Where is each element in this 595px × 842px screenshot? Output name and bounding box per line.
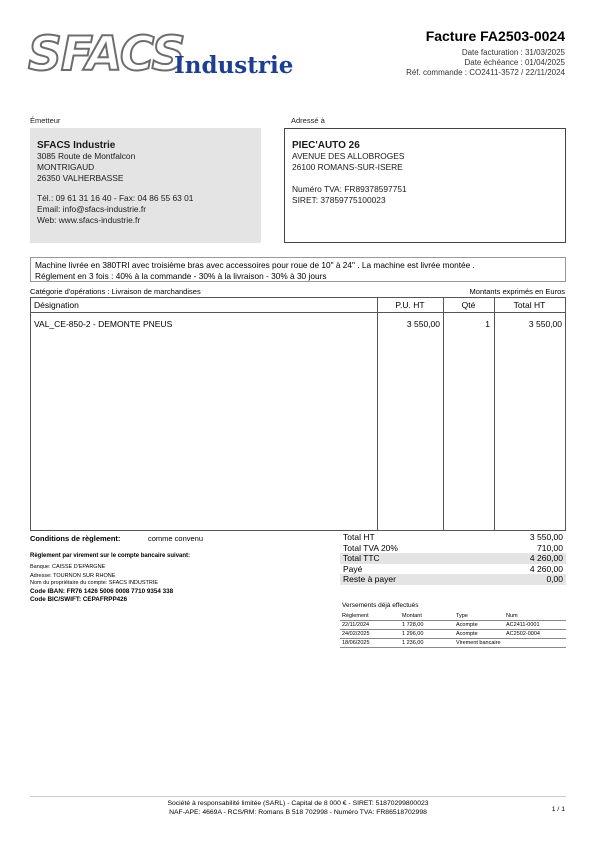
- legal-footer: [30, 796, 566, 817]
- paid-row: [340, 564, 566, 575]
- page-number: 1 / 1: [551, 806, 565, 813]
- emitter-name: SFACS Industrie: [37, 140, 116, 151]
- iban-code: Code IBAN: FR76 1426 5006 0008 7710 9354 338: [30, 588, 174, 595]
- invoice-note: [30, 257, 566, 282]
- invoice-due-date: Date échéance : 01/04/2025: [464, 58, 565, 67]
- bic-code: Code BIC/SWIFT: CEPAFRPP426: [30, 596, 128, 603]
- total-ttc-row: [340, 553, 566, 564]
- total-vat-row: [340, 543, 566, 554]
- header-unit-price: P.U. HT: [395, 300, 425, 310]
- emitter-address1: 3085 Route de Montfalcon: [37, 151, 136, 161]
- total-vat-label: Total TVA 20%: [343, 542, 398, 553]
- operation-category: Catégorie d'opérations : Livraison de marchandises: [30, 287, 201, 296]
- column-divider: [377, 298, 378, 530]
- column-divider: [494, 298, 495, 530]
- emitter-phone: Tél.: 09 61 31 16 40 - Fax: 04 86 55 63 01: [37, 193, 194, 203]
- logo-subtitle: Industrie: [174, 52, 294, 79]
- recipient-label: Adressé à: [291, 116, 325, 125]
- total-ttc-value: 4 260,00: [529, 553, 563, 564]
- row-total: 3 550,00: [528, 319, 562, 329]
- bank-transfer-title: Règlement par virement sur le compte bancaire suivant:: [30, 553, 191, 559]
- emitter-email: Email: info@sfacs-industrie.fr: [37, 204, 147, 214]
- total-ht-value: 3 550,00: [529, 532, 563, 542]
- recipient-address2: 26100 ROMANS-SUR-ISERE: [292, 162, 403, 172]
- payments-header: [340, 612, 566, 621]
- payment-amount: 1 728,00: [402, 622, 424, 628]
- payment-conditions-value: comme convenu: [148, 534, 204, 543]
- remaining-label: Reste à payer: [343, 574, 396, 585]
- recipient-vat: Numéro TVA: FR89378597751: [292, 184, 407, 194]
- total-ht-row: [340, 532, 566, 543]
- invoice-date: Date facturation : 31/03/2025: [461, 48, 565, 57]
- order-reference: Réf. commande : CO2411-3572 / 22/11/2024: [406, 68, 565, 77]
- payments-title: Versements déjà effectués: [342, 602, 419, 609]
- header-total: Total HT: [513, 300, 546, 310]
- total-ht-label: Total HT: [343, 532, 375, 542]
- payment-row: [340, 621, 566, 630]
- bank-name: Banque: CAISSE D'EPARGNE: [30, 564, 106, 570]
- note-line2: Réglement en 3 fois : 40% à la commande - 30% à la livraison - 30% à 30 jours: [35, 270, 327, 281]
- payment-amount: 1 236,00: [402, 640, 424, 646]
- paid-label: Payé: [343, 563, 363, 574]
- row-quantity: 1: [485, 319, 490, 329]
- items-table: [30, 297, 566, 531]
- remaining-value: 0,00: [546, 574, 563, 585]
- payment-date: 22/11/2024: [342, 622, 370, 628]
- emitter-web: Web: www.sfacs-industrie.fr: [37, 215, 141, 225]
- paid-value: 4 260,00: [529, 563, 563, 574]
- payment-date: 18/06/2025: [342, 640, 370, 646]
- column-divider: [443, 298, 444, 530]
- account-owner: Nom du propriétaire du compte: SFACS INDUSTRIE: [30, 580, 159, 586]
- payment-row: [340, 630, 566, 639]
- header-quantity: Qté: [461, 300, 476, 310]
- note-line1: Machine livrée en 380TRI avec troisième bras avec accessoires pour roue de 10" à 24" . La machine est livrée montée .: [35, 260, 475, 270]
- payment-type: Acompte: [456, 631, 478, 637]
- emitter-block: [30, 128, 261, 243]
- payment-conditions-label: Conditions de règlement:: [30, 534, 121, 543]
- emitter-label: Émetteur: [30, 116, 61, 125]
- logo-wordmark: SFACS: [28, 27, 185, 82]
- payment-num: AC2502-0004: [506, 631, 540, 637]
- payments-header-date: Règlement: [342, 613, 369, 619]
- recipient-block: [284, 128, 566, 243]
- payments-header-amount: Montant: [402, 613, 422, 619]
- recipient-address1: AVENUE DES ALLOBROGES: [292, 151, 405, 161]
- emitter-address2: MONTRIGAUD: [37, 162, 95, 172]
- bank-address: Adresse: TOURNON SUR RHONE: [30, 573, 116, 579]
- header-designation: Désignation: [34, 300, 79, 310]
- footer-line1: Société à responsabilité limitée (SARL) - Capital de 8 000 € - SIRET: 51870299800023: [167, 800, 429, 807]
- company-logo: [28, 27, 294, 86]
- payments-header-num: Num: [506, 613, 518, 619]
- invoice-title: Facture FA2503-0024: [425, 28, 565, 44]
- row-designation: VAL_CE-850-2 - DEMONTE PNEUS: [34, 319, 173, 329]
- totals-block: [340, 532, 566, 585]
- recipient-siret: SIRET: 37859775100023: [292, 195, 386, 205]
- payment-type: Virement bancaire: [456, 640, 501, 646]
- remaining-row: [340, 574, 566, 585]
- payment-num: AC2411-0001: [506, 622, 540, 628]
- footer-line2: NAF-APE: 4669A - RCS/RM: Romans B 518 702998 - Numéro TVA: FR86518702998: [169, 809, 427, 816]
- emitter-address3: 26350 VALHERBASSE: [37, 173, 124, 183]
- currency-note: Montants exprimés en Euros: [469, 287, 565, 296]
- payment-row: [340, 639, 566, 648]
- payment-date: 24/02/2025: [342, 631, 370, 637]
- payment-type: Acompte: [456, 622, 478, 628]
- payment-amount: 1 296,00: [402, 631, 424, 637]
- total-ttc-label: Total TTC: [343, 553, 380, 564]
- payments-header-type: Type: [456, 613, 468, 619]
- recipient-name: PIEC'AUTO 26: [292, 140, 360, 151]
- total-vat-value: 710,00: [537, 542, 563, 553]
- row-unit-price: 3 550,00: [406, 319, 440, 329]
- payments-table: [340, 612, 566, 648]
